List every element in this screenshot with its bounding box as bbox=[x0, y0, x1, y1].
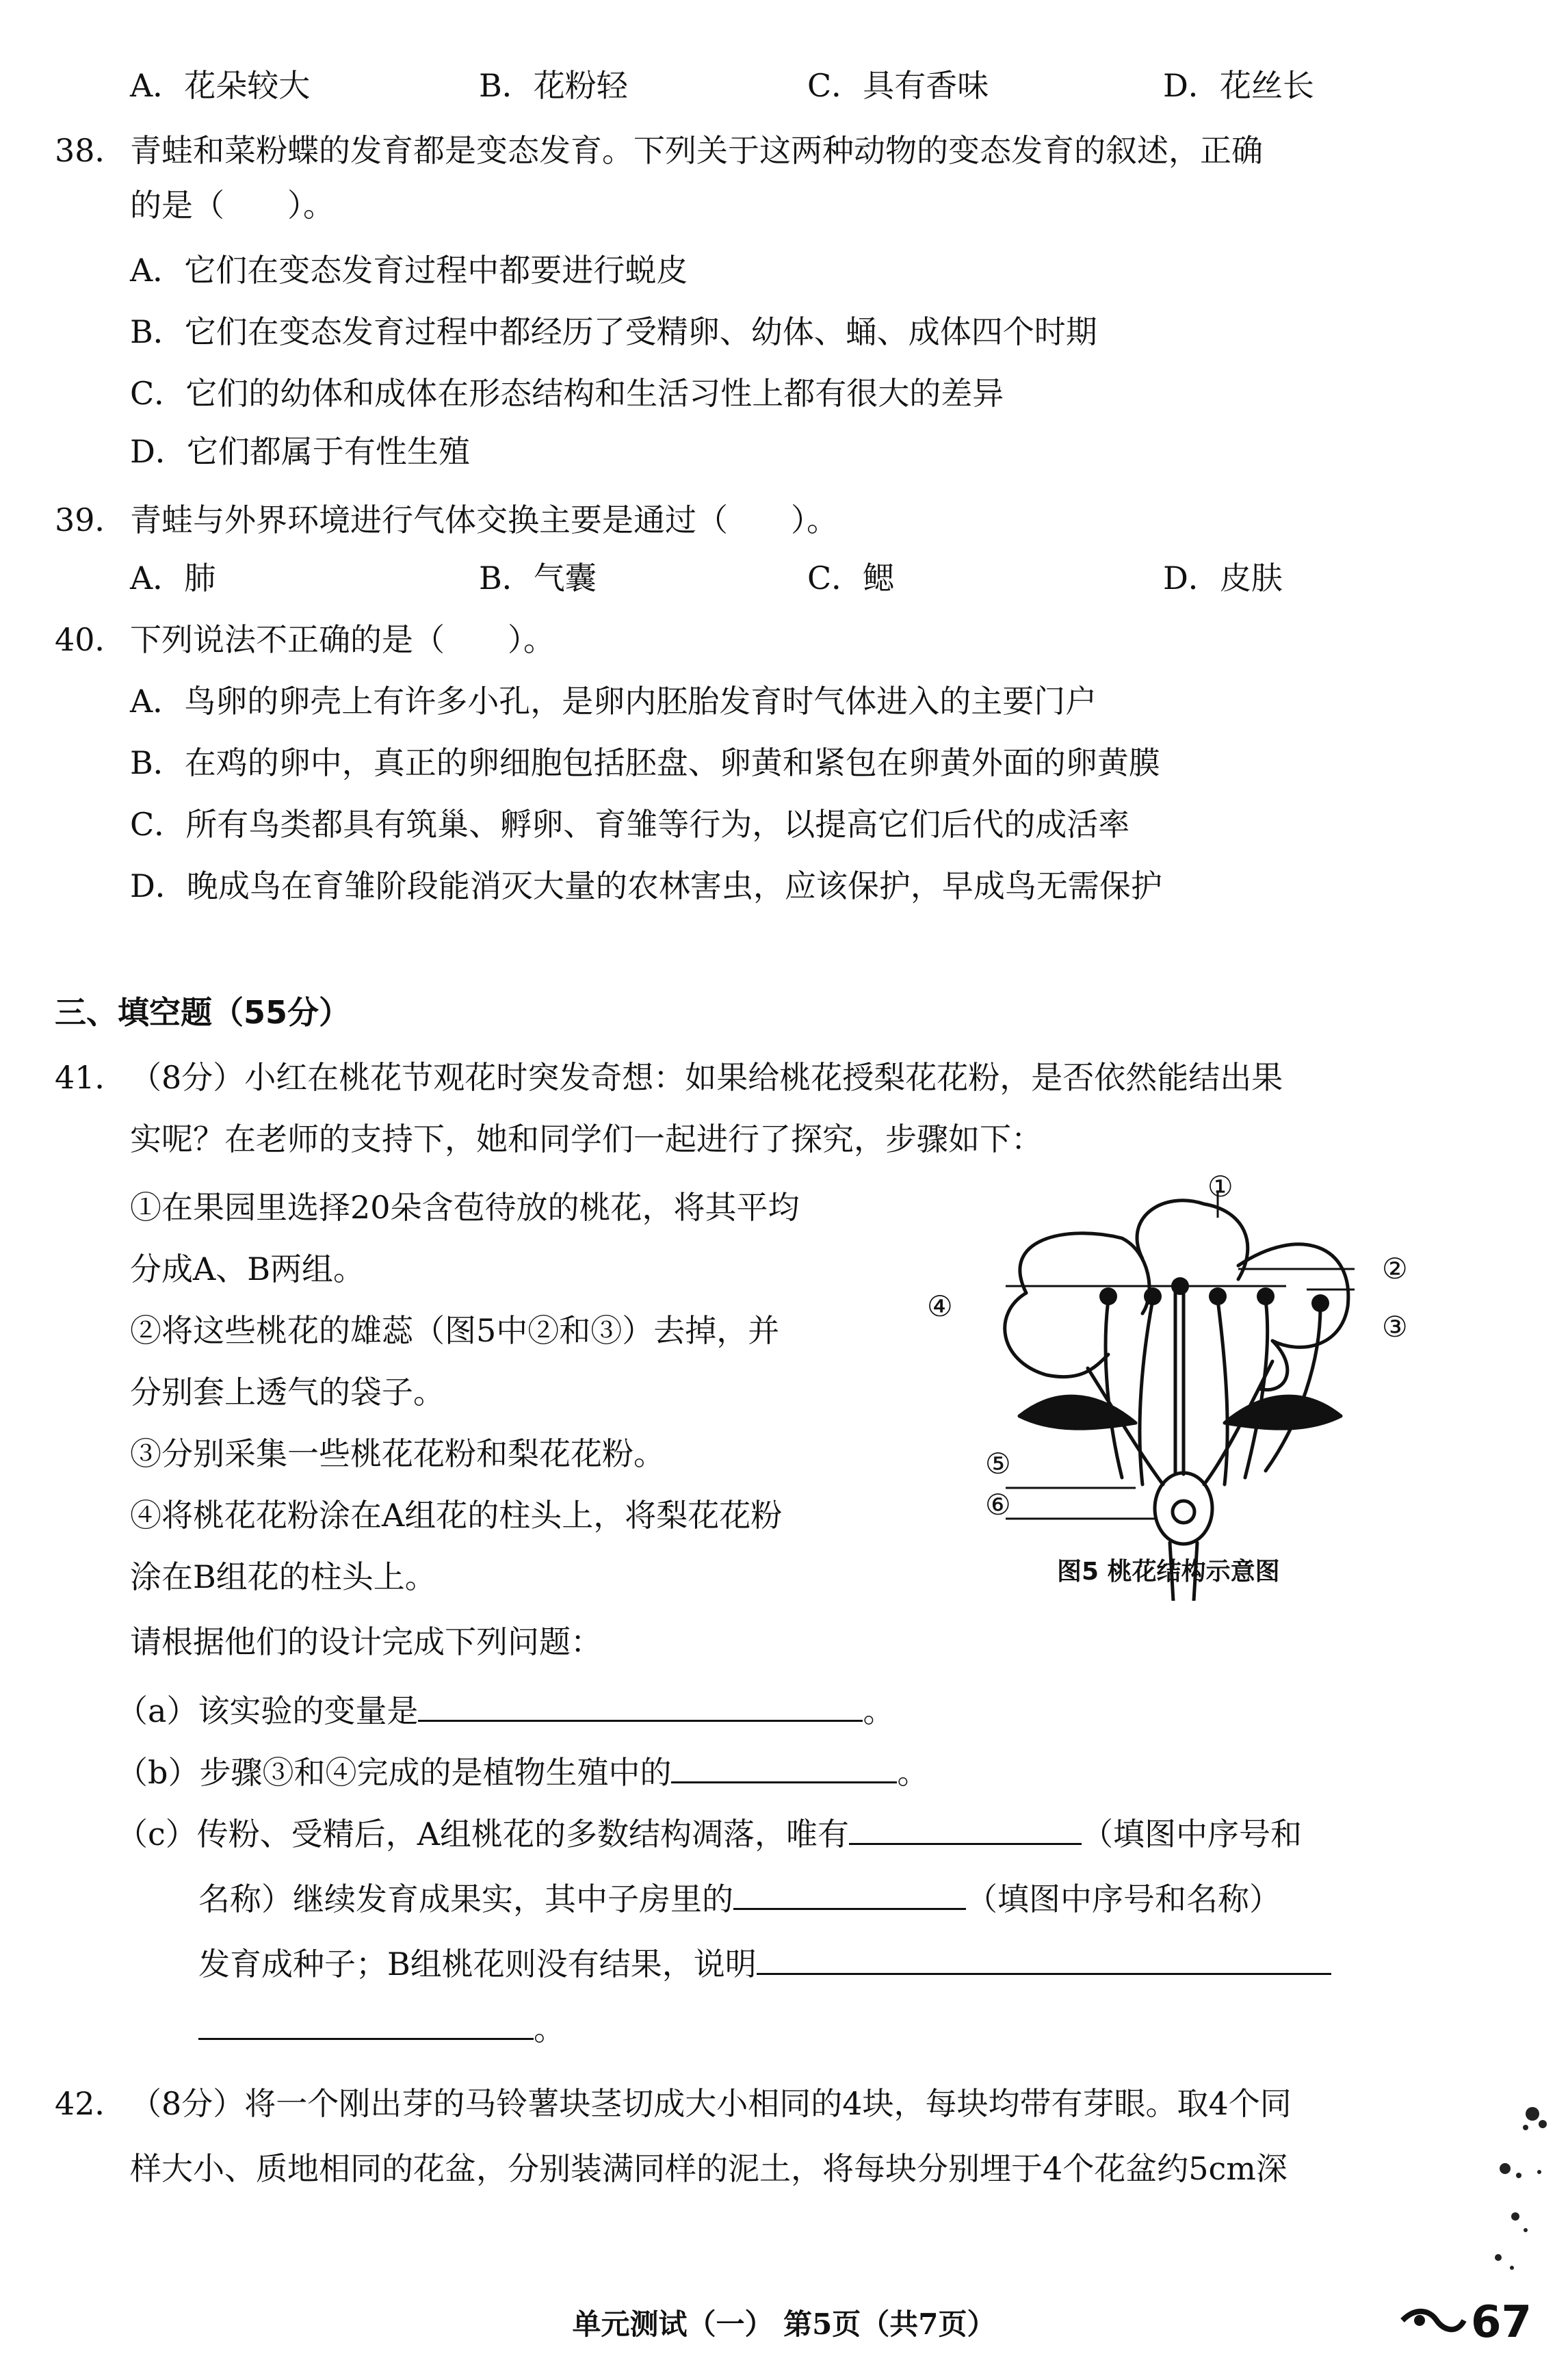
q41-c-text-2b: （填图中序号和名称） bbox=[966, 1881, 1281, 1917]
q38-stem-line2: 的是（ ）。 bbox=[130, 187, 335, 224]
q39-option-b: B．气囊 bbox=[479, 560, 597, 597]
q41-step-2a: ②将这些桃花的雄蕊（图5中②和③）去掉，并 bbox=[130, 1312, 780, 1349]
q41-part-c-line3 bbox=[198, 1943, 1331, 1985]
q39-stem-text: 青蛙与外界环境进行气体交换主要是通过（ ）。 bbox=[130, 501, 838, 538]
q39-option-a: A．肺 bbox=[130, 560, 216, 597]
q38-option-d: D．它们都属于有性生殖 bbox=[130, 433, 470, 470]
q40-option-d: D．晚成鸟在育雏阶段能消灭大量的农林害虫，应该保护，早成鸟无需保护 bbox=[130, 867, 1162, 904]
q39-stem bbox=[55, 499, 838, 540]
q41-c-text-1b: （填图中序号和 bbox=[1081, 1816, 1302, 1853]
q41-stem bbox=[55, 1057, 1283, 1098]
fig-label-6: ⑥ bbox=[985, 1488, 1011, 1521]
fig-label-2: ② bbox=[1382, 1252, 1408, 1285]
q41-step-1b: 分成A、B两组。 bbox=[130, 1251, 365, 1287]
q39-number: 39． bbox=[55, 501, 127, 538]
q41-step-4a: ④将桃花花粉涂在A组花的柱头上，将梨花花粉 bbox=[130, 1497, 783, 1534]
q41-c-answer-blank-4[interactable] bbox=[198, 2008, 534, 2040]
q40-stem bbox=[55, 619, 555, 660]
q41-part-a bbox=[116, 1690, 894, 1731]
q41-a-text: （a）该实验的变量是 bbox=[116, 1692, 419, 1729]
q41-stem-line1: （8分）小红在桃花节观花时突发奇想：如果给桃花授梨花花粉，是否依然能结出果 bbox=[130, 1059, 1283, 1096]
q38-option-a: A．它们在变态发育过程中都要进行蜕皮 bbox=[130, 252, 688, 289]
q40-stem-text: 下列说法不正确的是（ ）。 bbox=[130, 621, 555, 658]
q41-step-2b: 分别套上透气的袋子。 bbox=[130, 1374, 445, 1411]
q41-b-answer-blank[interactable] bbox=[671, 1751, 897, 1783]
figure-5-caption: 图5 桃花结构示意图 bbox=[1057, 1558, 1280, 1586]
q41-c-text-2: 名称）继续发育成果实，其中子房里的 bbox=[198, 1881, 733, 1917]
q37-option-b: B．花粉轻 bbox=[479, 67, 628, 104]
page-number: 67 bbox=[1471, 2297, 1532, 2348]
q41-a-answer-blank[interactable] bbox=[418, 1690, 863, 1722]
q41-c-answer-blank-3[interactable] bbox=[757, 1943, 1331, 1975]
q41-c-text-1: （c）传粉、受精后，A组桃花的多数结构凋落，唯有 bbox=[116, 1816, 849, 1853]
page-footer: 单元测试（一） 第5页（共7页） bbox=[572, 2307, 996, 2341]
section-3-title: 三、填空题（55分） bbox=[55, 994, 351, 1031]
q38-option-b: B．它们在变态发育过程中都经历了受精卵、幼体、蛹、成体四个时期 bbox=[130, 313, 1097, 350]
q38-stem bbox=[55, 130, 1263, 171]
q40-option-b: B．在鸡的卵中，真正的卵细胞包括胚盘、卵黄和紧包在卵黄外面的卵黄膜 bbox=[130, 744, 1160, 781]
q41-c-answer-blank-1[interactable] bbox=[849, 1813, 1082, 1845]
fig-label-4: ④ bbox=[927, 1290, 953, 1323]
q39-option-d: D．皮肤 bbox=[1163, 560, 1283, 597]
q37-option-d: D．花丝长 bbox=[1163, 67, 1314, 104]
q38-number: 38． bbox=[55, 132, 127, 169]
q40-number: 40． bbox=[55, 621, 127, 658]
q41-b-text: （b）步骤③和④完成的是植物生殖中的 bbox=[116, 1754, 672, 1791]
q40-option-a: A．鸟卵的卵壳上有许多小孔，是卵内胚胎发育时气体进入的主要门户 bbox=[130, 683, 1097, 720]
q41-stem-line2: 实呢？在老师的支持下，她和同学们一起进行了探究，步骤如下： bbox=[130, 1121, 1043, 1157]
q41-a-end: 。 bbox=[863, 1692, 895, 1729]
q40-option-c: C．所有鸟类都具有筑巢、孵卵、育雏等行为，以提高它们后代的成活率 bbox=[130, 806, 1130, 843]
q41-c-text-3: 发育成种子；B组桃花则没有结果，说明 bbox=[198, 1946, 757, 1982]
fig-label-1: ① bbox=[1207, 1170, 1233, 1203]
q41-c-answer-blank-2[interactable] bbox=[733, 1878, 966, 1910]
q42-number: 42． bbox=[55, 2085, 127, 2122]
q41-step-3: ③分别采集一些桃花花粉和梨花花粉。 bbox=[130, 1435, 665, 1472]
q39-option-c: C．鳃 bbox=[807, 560, 895, 597]
q42-stem-line2: 样大小、质地相同的花盆，分别装满同样的泥土，将每块分别埋于4个花盆约5cm深 bbox=[130, 2150, 1288, 2187]
peach-flower-diagram bbox=[917, 1163, 1437, 1601]
q41-part-c-line1 bbox=[116, 1813, 1302, 1855]
decorative-specks-icon bbox=[1478, 2093, 1560, 2299]
q37-option-a: A．花朵较大 bbox=[130, 67, 311, 104]
q41-step-4b: 涂在B组花的柱头上。 bbox=[130, 1558, 436, 1595]
q41-prompt: 请根据他们的设计完成下列问题： bbox=[130, 1623, 602, 1660]
q41-part-c-line4 bbox=[198, 2008, 565, 2050]
q41-c-end: 。 bbox=[534, 2011, 565, 2047]
q41-part-b bbox=[116, 1751, 928, 1793]
page-corner-ornament-icon bbox=[1399, 2300, 1467, 2341]
q38-stem-line1: 青蛙和菜粉蝶的发育都是变态发育。下列关于这两种动物的变态发育的叙述，正确 bbox=[130, 132, 1263, 169]
q42-stem-line1: （8分）将一个刚出芽的马铃薯块茎切成大小相同的4块，每块均带有芽眼。取4个同 bbox=[130, 2085, 1292, 2122]
q42-stem bbox=[55, 2083, 1292, 2124]
fig-label-3: ③ bbox=[1382, 1310, 1408, 1344]
fig-label-5: ⑤ bbox=[985, 1447, 1011, 1480]
q41-number: 41． bbox=[55, 1059, 127, 1096]
q41-b-end: 。 bbox=[897, 1754, 929, 1791]
q37-option-c: C．具有香味 bbox=[807, 67, 989, 104]
q41-part-c-line2 bbox=[198, 1878, 1281, 1920]
q41-step-1a: ①在果园里选择20朵含苞待放的桃花，将其平均 bbox=[130, 1189, 800, 1226]
q38-option-c: C．它们的幼体和成体在形态结构和生活习性上都有很大的差异 bbox=[130, 375, 1004, 412]
